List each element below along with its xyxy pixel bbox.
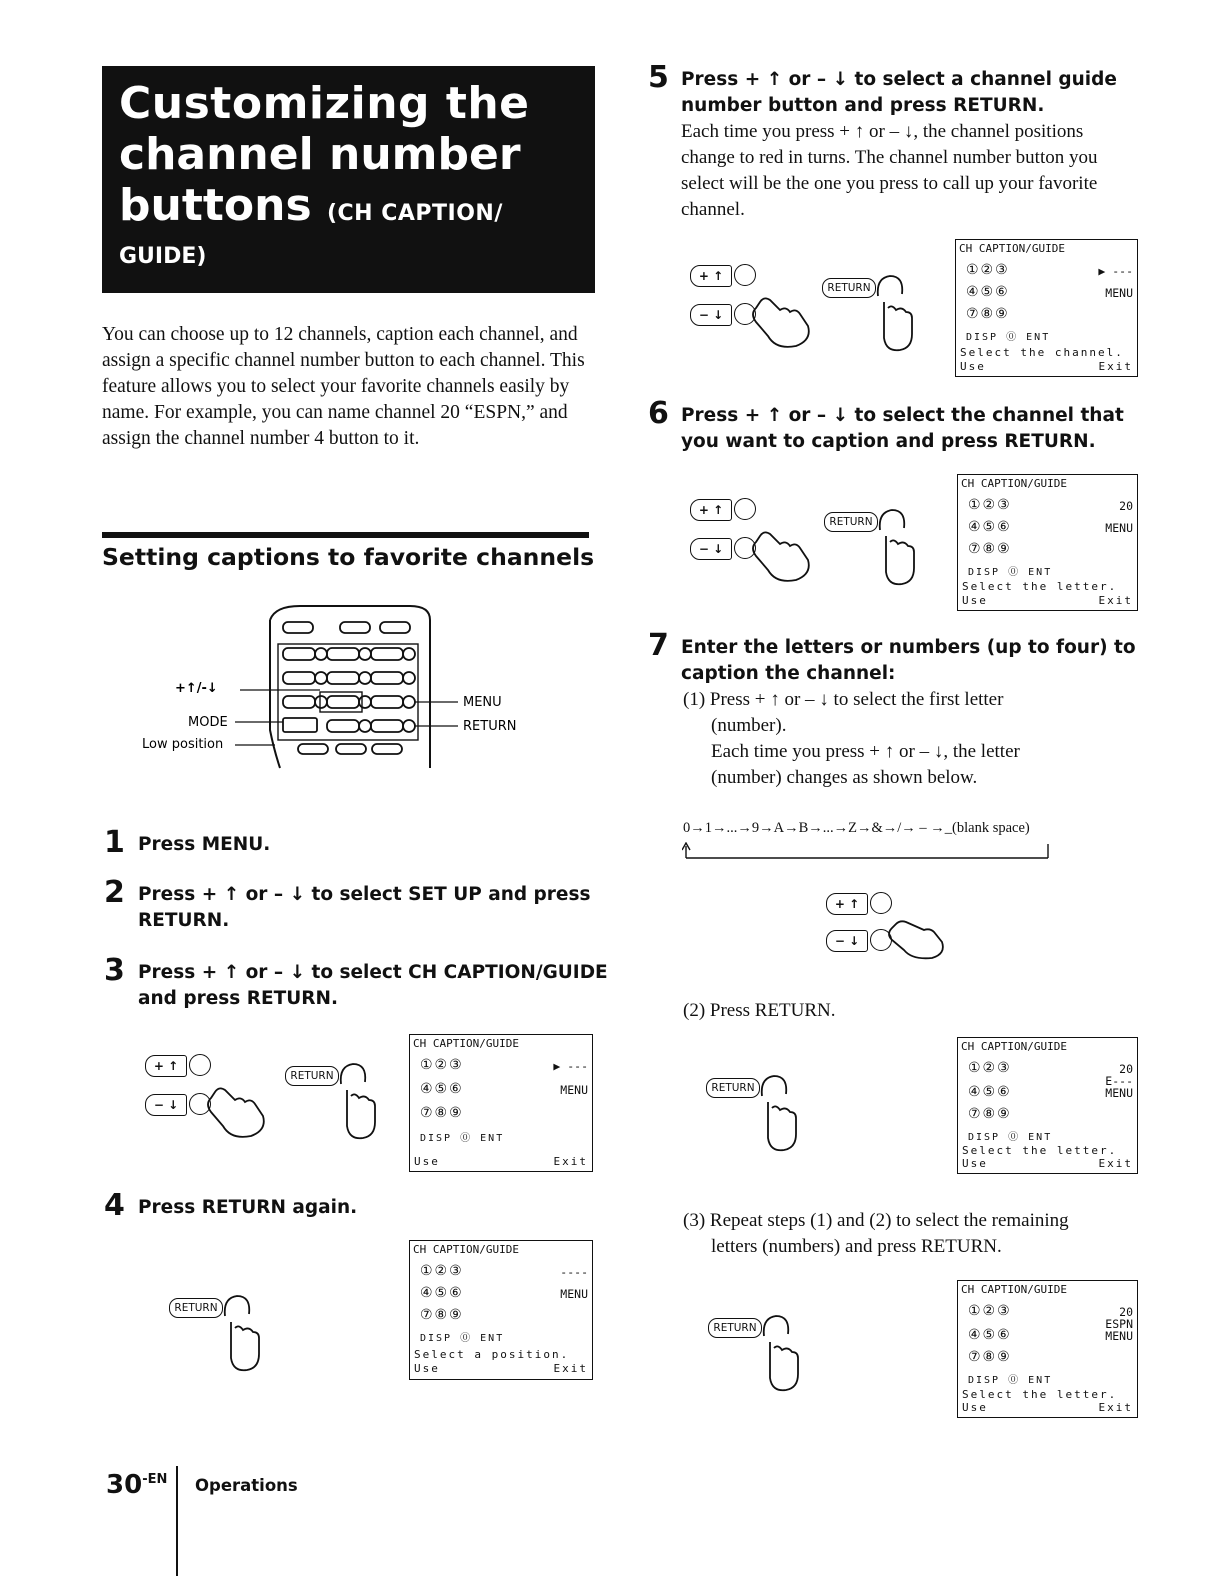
page-number-value: 30 [106, 1470, 143, 1500]
osd-ent: ENT [480, 1133, 505, 1144]
step-6-line-2: you want to caption and press RETURN. [681, 431, 1096, 452]
osd-header: CH CAPTION/GUIDE [413, 1243, 519, 1256]
step-7-sub-3-b: letters (numbers) and press RETURN. [711, 1236, 1002, 1257]
osd-dashes: ---- [560, 1265, 588, 1279]
hand-press-icon [748, 1308, 808, 1394]
step-7-sub-2: (2) Press RETURN. [683, 1000, 836, 1021]
hand-press-icon [864, 502, 924, 588]
osd-row-3: ⑦⑧⑨ [420, 1307, 464, 1323]
step-7-sub-1-c: Each time you press + ↑ or – ↓, the letter [711, 741, 1020, 762]
osd-disp: DISP [420, 1333, 453, 1344]
remote-label-menu: MENU [463, 695, 502, 710]
footer-divider [176, 1466, 178, 1576]
osd-screen-step-7-3 [957, 1280, 1138, 1418]
osd-select-letter: Select the letter. [962, 1388, 1118, 1401]
osd-row-4 [420, 1329, 504, 1344]
osd-row-1: ①②③ [966, 262, 1010, 278]
step-7-sub-1-a: (1) Press + ↑ or – ↓ to select the first letter [683, 689, 1004, 710]
osd-disp: DISP [966, 332, 999, 343]
remote-label-plus-minus: +↑/-↓ [175, 681, 218, 696]
plus-button: + ↑ [690, 265, 732, 287]
osd-ent: ENT [1026, 332, 1051, 343]
osd-exit: Exit [1098, 1157, 1133, 1170]
osd-menu: MENU [1105, 521, 1133, 535]
step-2-number: 2 [104, 875, 125, 910]
osd-channel-20: 20 [1119, 1062, 1133, 1076]
page-number-suffix: -EN [142, 1472, 168, 1487]
osd-row-2: ④⑤⑥ [968, 1327, 1012, 1343]
osd-header: CH CAPTION/GUIDE [959, 242, 1065, 255]
osd-row-2: ④⑤⑥ [420, 1081, 464, 1097]
plus-button: + ↑ [826, 893, 868, 915]
plus-button-dot [734, 264, 756, 286]
return-button: RETURN [708, 1318, 762, 1338]
osd-row-1: ①②③ [968, 1060, 1012, 1076]
osd-use: Use [962, 1157, 988, 1170]
osd-screen-step-6 [957, 474, 1138, 611]
osd-exit: Exit [1098, 1401, 1133, 1414]
osd-row-3: ⑦⑧⑨ [968, 1349, 1012, 1365]
step-4-number: 4 [104, 1188, 125, 1223]
return-button: RETURN [169, 1298, 223, 1318]
step-4-text: Press RETURN again. [138, 1197, 358, 1218]
hand-pointer-icon [746, 296, 816, 354]
osd-use: Use [962, 1401, 988, 1414]
footer-section: Operations [195, 1476, 298, 1495]
step-5-body: Each time you press + ↑ or – ↓, the channel positions change to red in turns. The channel number button you select will be the one you press to call up your favorite channel. [681, 121, 1098, 220]
osd-row-4 [966, 328, 1050, 343]
step-7-sub-3-a: (3) Repeat steps (1) and (2) to select the remaining [683, 1210, 1069, 1231]
osd-row-2: ④⑤⑥ [420, 1285, 464, 1301]
step-1-text: Press MENU. [138, 834, 271, 855]
step-5-number: 5 [648, 60, 669, 95]
osd-row-4 [968, 1371, 1052, 1386]
osd-arrow-dashes: ▶ --- [553, 1059, 588, 1073]
osd-select-position: Select a position. [414, 1348, 570, 1361]
osd-menu: MENU [560, 1287, 588, 1301]
osd-exit: Exit [1098, 594, 1133, 607]
osd-row-3: ⑦⑧⑨ [966, 306, 1010, 322]
minus-button: − ↓ [690, 538, 732, 560]
plus-button-dot [870, 892, 892, 914]
step-7-return-illustration-2 [708, 1306, 818, 1396]
osd-row-1: ①②③ [968, 497, 1012, 513]
osd-caption-entry: E--- [1105, 1074, 1133, 1088]
osd-row-4 [420, 1129, 504, 1144]
osd-screen-step-3 [409, 1034, 593, 1172]
osd-use: Use [414, 1362, 440, 1375]
step-1-number: 1 [104, 825, 125, 860]
osd-use: Use [962, 594, 988, 607]
step-3-number: 3 [104, 953, 125, 988]
plus-button: + ↑ [690, 499, 732, 521]
step-3-line-2: and press RETURN. [138, 988, 338, 1009]
osd-row-3: ⑦⑧⑨ [968, 541, 1012, 557]
step-7-return-illustration-1 [706, 1066, 816, 1156]
title-line-2: channel number [119, 129, 521, 180]
osd-exit: Exit [553, 1155, 588, 1168]
osd-ent: ENT [1028, 567, 1053, 578]
letter-sequence: 0→1→...→9→A→B→...→Z→&→/→ – →_(blank space) [683, 820, 1030, 836]
plus-button: + ↑ [145, 1055, 187, 1077]
osd-screen-step-5 [955, 239, 1138, 377]
step-3-button-illustration [145, 1052, 405, 1142]
osd-screen-step-7-2 [957, 1037, 1138, 1174]
osd-disp: DISP [420, 1133, 453, 1144]
osd-caption-espn: ESPN [1105, 1317, 1133, 1331]
osd-exit: Exit [553, 1362, 588, 1375]
step-2-line-1: Press + ↑ or – ↓ to select SET UP and press [138, 884, 591, 905]
osd-zero: ⓪ [1008, 567, 1021, 578]
osd-use: Use [414, 1155, 440, 1168]
osd-zero: ⓪ [460, 1133, 473, 1144]
step-7-button-illustration [826, 890, 966, 962]
title-line-3-main: buttons [119, 180, 312, 231]
section-rule [102, 532, 589, 538]
hand-press-icon [325, 1056, 385, 1142]
hand-pointer-icon [882, 920, 952, 962]
step-6-number: 6 [648, 396, 669, 431]
osd-ent: ENT [480, 1333, 505, 1344]
sequence-loop-arrow [682, 842, 1052, 862]
page-number [106, 1470, 167, 1500]
osd-disp: DISP [968, 567, 1001, 578]
osd-ent: ENT [1028, 1375, 1053, 1386]
step-3-line-1: Press + ↑ or – ↓ to select CH CAPTION/GUIDE [138, 962, 608, 983]
title-line-1: Customizing the [119, 78, 530, 129]
osd-header: CH CAPTION/GUIDE [961, 477, 1067, 490]
return-button: RETURN [824, 512, 878, 532]
step-5-button-illustration [690, 262, 950, 352]
plus-button-dot [734, 498, 756, 520]
osd-row-1: ①②③ [968, 1303, 1012, 1319]
osd-menu: MENU [1105, 1329, 1133, 1343]
osd-row-2: ④⑤⑥ [968, 1084, 1012, 1100]
osd-row-4 [968, 1128, 1052, 1143]
osd-zero: ⓪ [1008, 1375, 1021, 1386]
osd-select-channel: Select the channel. [960, 346, 1124, 359]
return-button: RETURN [285, 1066, 339, 1086]
osd-channel-20: 20 [1119, 499, 1133, 513]
step-2-line-2: RETURN. [138, 910, 230, 931]
osd-exit: Exit [1098, 360, 1133, 373]
minus-button: − ↓ [145, 1094, 187, 1116]
minus-button: − ↓ [690, 304, 732, 326]
osd-row-3: ⑦⑧⑨ [420, 1105, 464, 1121]
osd-screen-step-4 [409, 1240, 593, 1380]
plus-button-dot [189, 1054, 211, 1076]
osd-disp: DISP [968, 1375, 1001, 1386]
step-7-number: 7 [648, 628, 669, 663]
minus-button: − ↓ [826, 930, 868, 952]
osd-select-letter: Select the letter. [962, 1144, 1118, 1157]
title-block [102, 66, 595, 293]
section-heading: Setting captions to favorite channels [102, 543, 595, 571]
hand-press-icon [746, 1068, 806, 1154]
step-6-line-1: Press + ↑ or – ↓ to select the channel that [681, 405, 1124, 426]
osd-menu: MENU [1105, 1086, 1133, 1100]
osd-zero: ⓪ [1008, 1132, 1021, 1143]
hand-pointer-icon [201, 1086, 271, 1144]
intro-paragraph: You can choose up to 12 channels, caption each channel, and assign a specific channel number button to each channel. This feature allows you to select your favorite channels easily by name. For example, you can name channel 20 “ESPN,” and assign the channel number 4 button to it. [102, 324, 585, 449]
osd-row-1: ①②③ [420, 1263, 464, 1279]
return-button: RETURN [706, 1078, 760, 1098]
hand-press-icon [862, 268, 922, 354]
osd-zero: ⓪ [460, 1333, 473, 1344]
osd-ent: ENT [1028, 1132, 1053, 1143]
osd-channel-20: 20 [1119, 1305, 1133, 1319]
osd-menu: MENU [1105, 286, 1133, 300]
remote-label-return: RETURN [463, 719, 517, 734]
title-line-4: GUIDE) [119, 244, 207, 269]
return-button: RETURN [822, 278, 876, 298]
step-5-line-2: number button and press RETURN. [681, 95, 1045, 116]
step-4-button-illustration [165, 1286, 275, 1376]
remote-control-illustration [140, 600, 540, 775]
remote-label-low-position: Low position [142, 737, 224, 752]
osd-row-1: ①②③ [420, 1057, 464, 1073]
osd-row-2: ④⑤⑥ [966, 284, 1010, 300]
osd-header: CH CAPTION/GUIDE [961, 1283, 1067, 1296]
osd-use: Use [960, 360, 986, 373]
osd-header: CH CAPTION/GUIDE [413, 1037, 519, 1050]
osd-zero: ⓪ [1006, 332, 1019, 343]
osd-arrow-dashes: ▶ --- [1098, 264, 1133, 278]
step-7-sub-1-d: (number) changes as shown below. [711, 767, 978, 788]
title-line-3 [119, 180, 503, 239]
osd-disp: DISP [968, 1132, 1001, 1143]
osd-select-letter: Select the letter. [962, 580, 1118, 593]
step-7-line-1: Enter the letters or numbers (up to four) to [681, 637, 1136, 658]
hand-pointer-icon [746, 530, 816, 588]
osd-menu: MENU [560, 1083, 588, 1097]
osd-row-3: ⑦⑧⑨ [968, 1106, 1012, 1122]
osd-row-2: ④⑤⑥ [968, 519, 1012, 535]
step-7-line-2: caption the channel: [681, 663, 896, 684]
step-7-sub-1-b: (number). [711, 715, 787, 736]
title-line-3-small: (CH CAPTION/ [326, 201, 503, 226]
step-5-line-1: Press + ↑ or – ↓ to select a channel guide [681, 69, 1117, 90]
hand-press-icon [209, 1288, 269, 1374]
osd-row-4 [968, 563, 1052, 578]
step-6-button-illustration [690, 496, 950, 586]
osd-header: CH CAPTION/GUIDE [961, 1040, 1067, 1053]
remote-label-mode: MODE [188, 715, 228, 730]
